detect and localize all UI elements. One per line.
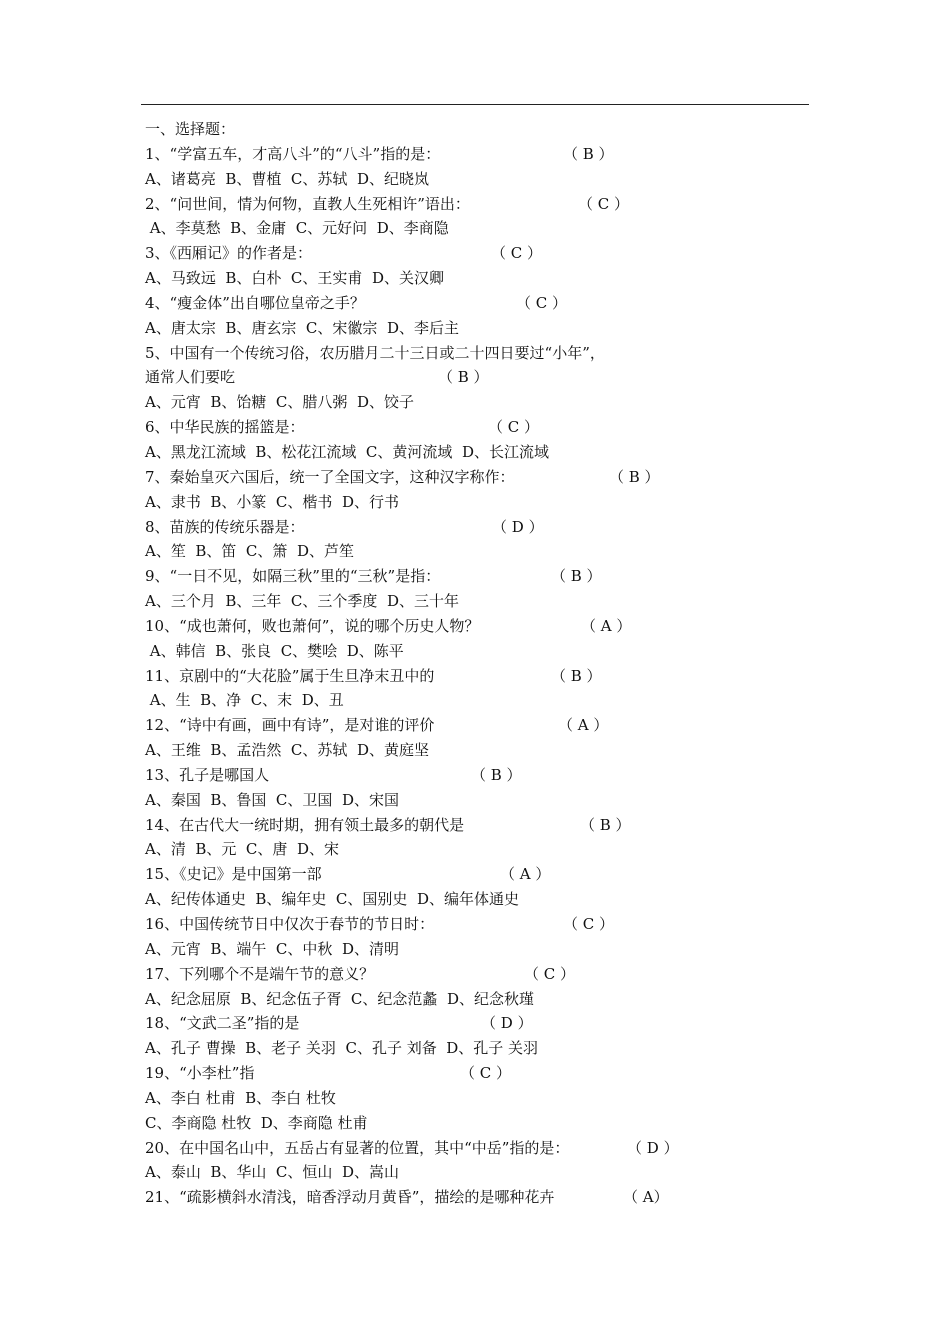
line-text: A、纪念屈原 B、纪念伍子胥 C、纪念范蠡 D、纪念秋瑾 <box>145 989 534 1008</box>
question-line <box>145 192 845 217</box>
question-line <box>145 390 845 415</box>
answer-bracket: （ B ） <box>551 666 602 685</box>
header-rule <box>141 104 809 105</box>
question-line <box>145 167 845 192</box>
line-text: 10、“成也萧何，败也萧何”，说的哪个历史人物？ <box>145 616 480 635</box>
line-text: A、李莫愁 B、金庸 C、元好问 D、李商隐 <box>145 219 449 238</box>
line-text: A、笙 B、笛 C、箫 D、芦笙 <box>145 542 354 561</box>
line-text: 3、《西厢记》的作者是： <box>145 244 313 263</box>
question-line <box>145 912 845 937</box>
question-line <box>145 415 845 440</box>
line-text: 11、京剧中的“大花脸”属于生旦净末丑中的 <box>145 666 435 685</box>
answer-bracket: （ C ） <box>524 964 576 983</box>
question-line <box>145 589 845 614</box>
line-text: 21、“疏影横斜水清浅，暗香浮动月黄昏”，描绘的是哪种花卉 <box>145 1188 555 1207</box>
line-text: 6、中华民族的摇篮是： <box>145 418 305 437</box>
answer-bracket: （ C ） <box>488 418 540 437</box>
question-line <box>145 241 845 266</box>
question-line <box>145 266 845 291</box>
section-title: 一、选择题： <box>145 120 236 138</box>
answer-bracket: （ B ） <box>551 567 602 586</box>
question-line <box>145 142 845 167</box>
question-line <box>145 1111 845 1136</box>
line-text: A、李白 杜甫 B、李白 杜牧 <box>145 1088 336 1107</box>
line-text: 18、“文武二圣”指的是 <box>145 1014 300 1033</box>
answer-bracket: （ B ） <box>609 467 660 486</box>
question-line <box>145 887 845 912</box>
line-text: 2、“问世间，情为何物，直教人生死相许”语出： <box>145 194 470 213</box>
line-text: A、三个月 B、三年 C、三个季度 D、三十年 <box>145 592 459 611</box>
question-line <box>145 937 845 962</box>
question-line <box>145 365 845 390</box>
question-line <box>145 987 845 1012</box>
question-line <box>145 539 845 564</box>
line-text: A、秦国 B、鲁国 C、卫国 D、宋国 <box>145 790 399 809</box>
line-text: A、泰山 B、华山 C、恒山 D、嵩山 <box>145 1163 399 1182</box>
question-line <box>145 216 845 241</box>
line-text: 9、“一日不见，如隔三秋”里的“三秋”是指： <box>145 567 441 586</box>
line-text: 12、“诗中有画，画中有诗”，是对谁的评价 <box>145 716 435 735</box>
question-line <box>145 1160 845 1185</box>
answer-bracket: （ A ） <box>500 865 551 884</box>
document-body <box>145 117 845 1210</box>
line-text: A、纪传体通史 B、编年史 C、国别史 D、编年体通史 <box>145 890 519 909</box>
answer-bracket: （ C ） <box>516 293 568 312</box>
question-line <box>145 962 845 987</box>
line-text: C、李商隐 杜牧 D、李商隐 杜甫 <box>145 1113 368 1132</box>
question-line <box>145 688 845 713</box>
answer-bracket: （ C ） <box>563 915 615 933</box>
line-text: A、马致远 B、白朴 C、王实甫 D、关汉卿 <box>145 269 444 288</box>
line-text: A、清 B、元 C、唐 D、宋 <box>145 840 339 859</box>
line-text: A、元宵 B、饴糖 C、腊八粥 D、饺子 <box>145 393 414 412</box>
question-line <box>145 862 845 887</box>
answer-bracket: （ D ） <box>492 517 544 536</box>
question-line <box>145 515 845 540</box>
line-text: 19、“小李杜”指 <box>145 1064 255 1083</box>
line-text: A、王维 B、孟浩然 C、苏轼 D、黄庭坚 <box>145 741 429 760</box>
question-line <box>145 788 845 813</box>
line-text: 4、“瘦金体”出自哪位皇帝之手？ <box>145 293 365 312</box>
line-text: 17、下列哪个不是端午节的意义？ <box>145 964 375 983</box>
question-line <box>145 1011 845 1036</box>
line-text: 15、《史记》是中国第一部 <box>145 865 322 884</box>
line-text: 14、在古代大一统时期，拥有领土最多的朝代是 <box>145 815 465 834</box>
line-text: 通常人们要吃 <box>145 368 236 387</box>
answer-bracket: （ A） <box>623 1188 669 1207</box>
question-line <box>145 639 845 664</box>
question-line <box>145 1061 845 1086</box>
answer-bracket: （ B ） <box>438 368 489 387</box>
question-line <box>145 564 845 589</box>
line-text: A、黑龙江流域 B、松花江流域 C、黄河流域 D、长江流域 <box>145 442 549 461</box>
line-text: 20、在中国名山中，五岳占有显著的位置，其中“中岳”指的是： <box>145 1138 570 1157</box>
line-text: A、元宵 B、端午 C、中秋 D、清明 <box>145 939 399 958</box>
answer-bracket: （ D ） <box>481 1014 533 1033</box>
answer-bracket: （ C ） <box>578 194 630 213</box>
question-line <box>145 1185 845 1210</box>
question-line <box>145 664 845 689</box>
answer-bracket: （ A ） <box>558 716 609 735</box>
answer-bracket: （ D ） <box>627 1138 679 1157</box>
line-text: A、隶书 B、小篆 C、楷书 D、行书 <box>145 492 399 511</box>
answer-bracket: （ A ） <box>581 616 632 635</box>
question-line <box>145 837 845 862</box>
question-line <box>145 1036 845 1061</box>
answer-bracket: （ C ） <box>491 244 543 263</box>
line-text: A、生 B、净 C、末 D、丑 <box>145 691 344 710</box>
line-text: A、诸葛亮 B、曹植 C、苏轼 D、纪晓岚 <box>145 169 429 188</box>
question-line <box>145 490 845 515</box>
question-line <box>145 1086 845 1111</box>
question-list <box>145 142 845 1210</box>
question-line <box>145 291 845 316</box>
line-text: 13、孔子是哪国人 <box>145 765 270 784</box>
question-line <box>145 614 845 639</box>
line-text: 1、“学富五车，才高八斗”的“八斗”指的是： <box>145 144 441 163</box>
line-text: A、孔子 曹操 B、老子 关羽 C、孔子 刘备 D、孔子 关羽 <box>145 1039 539 1058</box>
question-line <box>145 440 845 465</box>
answer-bracket: （ B ） <box>471 765 522 784</box>
answer-bracket: （ B ） <box>563 144 614 163</box>
question-line <box>145 1136 845 1161</box>
line-text: 5、中国有一个传统习俗，农历腊月二十三日或二十四日要过“小年”， <box>145 343 605 362</box>
question-line <box>145 713 845 738</box>
line-text: 7、秦始皇灭六国后，统一了全国文字，这种汉字称作： <box>145 467 515 486</box>
answer-bracket: （ B ） <box>580 815 631 834</box>
answer-bracket: （ C ） <box>460 1064 512 1083</box>
question-line <box>145 465 845 490</box>
question-line <box>145 738 845 763</box>
line-text: 16、中国传统节日中仅次于春节的节日时： <box>145 915 435 933</box>
question-line <box>145 316 845 341</box>
line-text: A、韩信 B、张良 C、樊哙 D、陈平 <box>145 641 404 660</box>
line-text: 8、苗族的传统乐器是： <box>145 517 305 536</box>
question-line <box>145 763 845 788</box>
line-text: A、唐太宗 B、唐玄宗 C、宋徽宗 D、李后主 <box>145 318 459 337</box>
question-line <box>145 341 845 366</box>
question-line <box>145 813 845 838</box>
